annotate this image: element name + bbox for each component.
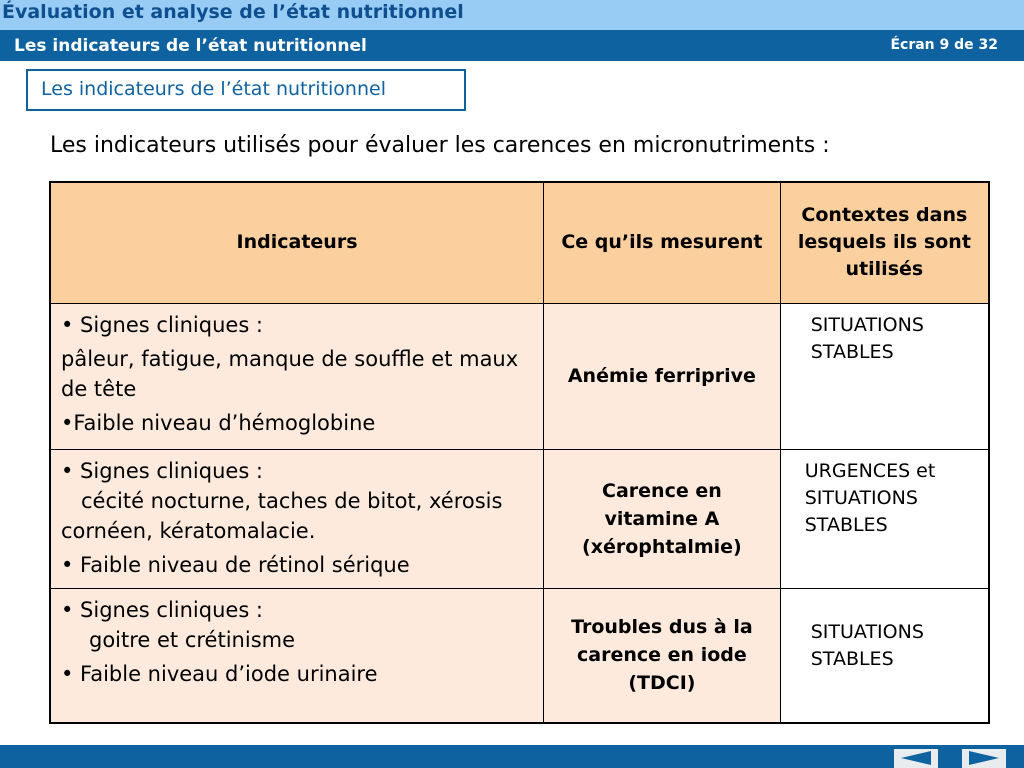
header-contexts: Contextes dans lesquels ils sont utilisés [780,182,989,303]
previous-screen-button[interactable] [894,749,938,768]
clinical-signs-label: • Signes cliniques : [61,312,264,337]
header-measures: Ce qu’ils mesurent [544,182,781,303]
measure-cell: Carence en vitamine A (xérophtalmie) [544,449,781,588]
intro-text: Les indicateurs utilisés pour évaluer les carences en micronutriments : [50,133,830,158]
lab-indicator: •Faible niveau d’hémoglobine [61,410,376,435]
slide-title: Les indicateurs de l’état nutritionnel [41,78,386,100]
top-bar [0,0,1024,30]
header-indicators: Indicateurs [50,182,544,303]
indicators-table [49,181,990,724]
table-row [50,588,989,723]
measure-cell: Anémie ferriprive [544,303,781,449]
clinical-signs-detail: cécité nocturne, taches de bitot, xérosis cornéen, kératomalacie. [61,488,503,543]
indicators-cell [50,303,544,449]
context-cell: SITUATIONS STABLES [780,303,989,449]
clinical-signs-label: • Signes cliniques : [61,597,264,622]
screen-counter: Écran 9 de 32 [890,37,998,53]
measure-cell: Troubles dus à la carence en iode (TDCI) [544,588,781,723]
triangle-left-icon [901,751,931,765]
indicators-cell [50,449,544,588]
section-title: Les indicateurs de l’état nutritionnel [14,36,367,56]
triangle-right-icon [969,751,999,765]
lab-indicator: • Faible niveau de rétinol sérique [61,552,410,577]
slide-title-box [26,69,466,111]
clinical-signs-detail: pâleur, fatigue, manque de souffle et maux de tête [61,346,519,401]
section-bar [0,30,1024,61]
bottom-bar [0,745,1024,768]
next-screen-button[interactable] [962,749,1006,768]
table-row [50,449,989,588]
indicators-cell [50,588,544,723]
table-row [50,303,989,449]
clinical-signs-detail: goitre et crétinisme [89,627,296,652]
context-cell: URGENCES et SITUATIONS STABLES [780,449,989,588]
lab-indicator: • Faible niveau d’iode urinaire [61,661,378,686]
context-cell: SITUATIONS STABLES [780,588,989,723]
clinical-signs-label: • Signes cliniques : [61,458,264,483]
app-title: Évaluation et analyse de l’état nutritionnel [2,1,464,23]
table-header-row [50,182,989,303]
